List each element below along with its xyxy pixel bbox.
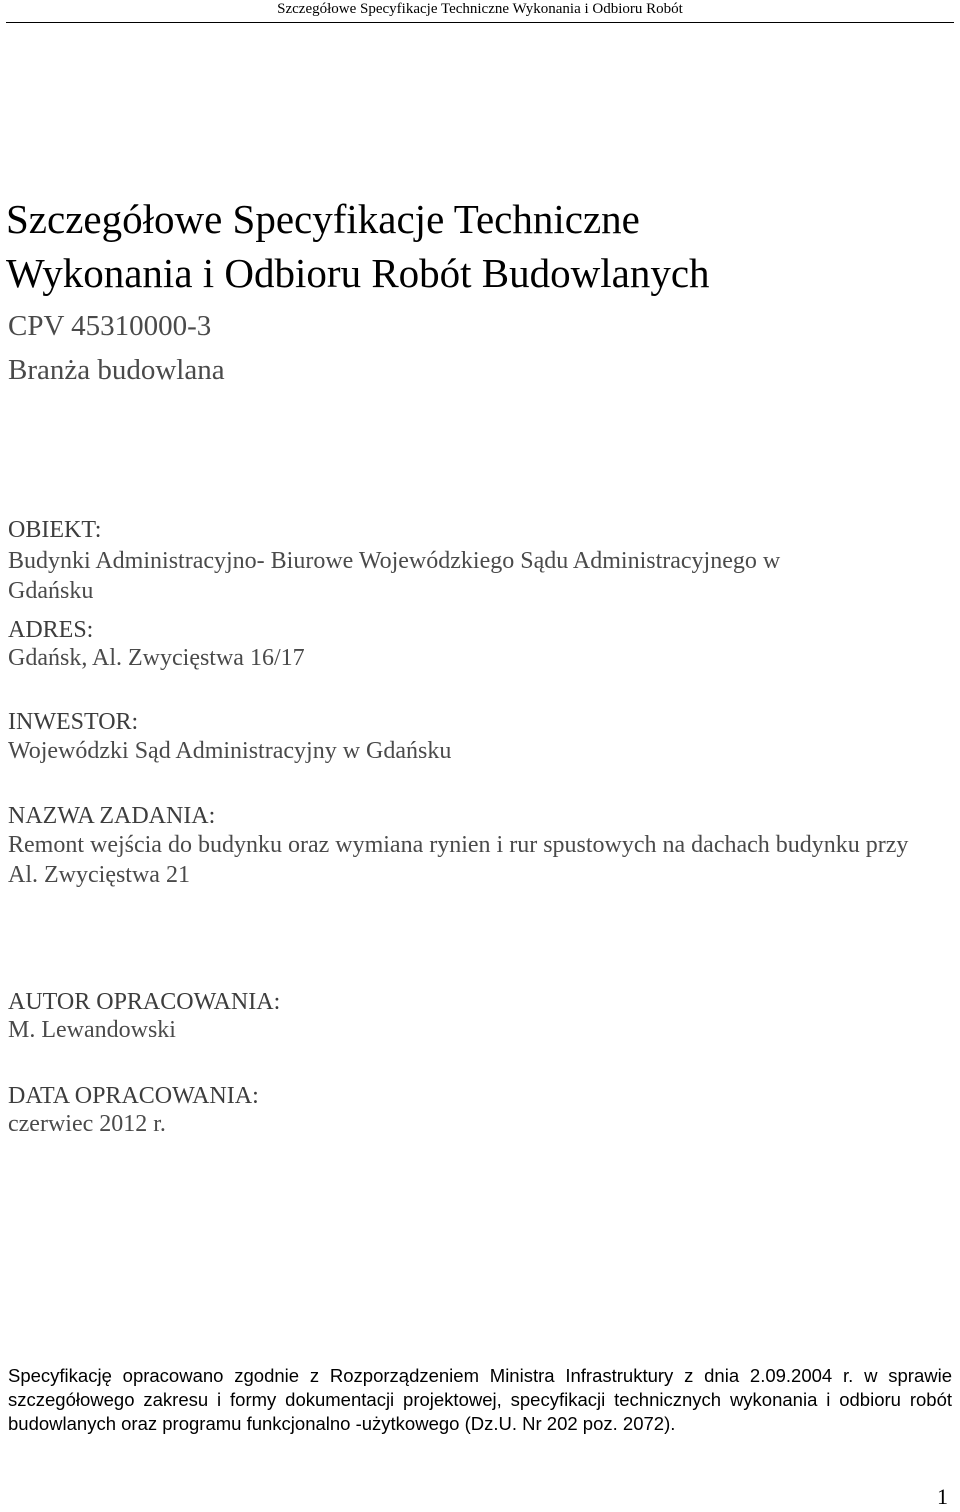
zadanie-value: Remont wejścia do budynku oraz wymiana rynien i rur spustowych na dachach budynku przy Al. Zwycięstwa 21 [8, 832, 909, 888]
inwestor-value: Wojewódzki Sąd Administracyjny w Gdańsku [8, 738, 452, 764]
branch: Branża budowlana [8, 354, 225, 386]
title-line-2: Wykonania i Odbioru Robót Budowlanych [6, 250, 710, 296]
autor-value: M. Lewandowski [8, 1017, 176, 1043]
obiekt-label: OBIEKT: [8, 517, 102, 543]
data-label: DATA OPRACOWANIA: [8, 1083, 259, 1109]
data-value: czerwiec 2012 r. [8, 1111, 166, 1137]
header-rule [6, 22, 954, 23]
title-line-1: Szczegółowe Specyfikacje Techniczne [6, 196, 640, 242]
obiekt-value: Budynki Administracyjno- Biurowe Wojewódzkiego Sądu Administracyjnego w Gdańsku [8, 548, 781, 604]
legal-note: Specyfikację opracowano zgodnie z Rozporządzeniem Ministra Infrastruktury z dnia 2.09.2004 r. w sprawie szczegółowego zakresu i formy dokumentacji projektowej, specyfikacji technicznych wykonania i odbioru robót budowlanych oraz programu funkcjonalno -użytkowego (Dz.U. Nr 202 poz. 2072). [8, 1365, 952, 1434]
cpv-code: CPV 45310000-3 [8, 310, 212, 342]
running-header: Szczegółowe Specyfikacje Techniczne Wykonania i Odbioru Robót [277, 1, 683, 17]
document-title [6, 192, 946, 300]
autor-label: AUTOR OPRACOWANIA: [8, 989, 281, 1015]
inwestor-label: INWESTOR: [8, 709, 139, 735]
adres-label: ADRES: [8, 617, 94, 643]
zadanie-label: NAZWA ZADANIA: [8, 803, 216, 829]
adres-value: Gdańsk, Al. Zwycięstwa 16/17 [8, 645, 305, 671]
page-number: 1 [937, 1484, 948, 1509]
